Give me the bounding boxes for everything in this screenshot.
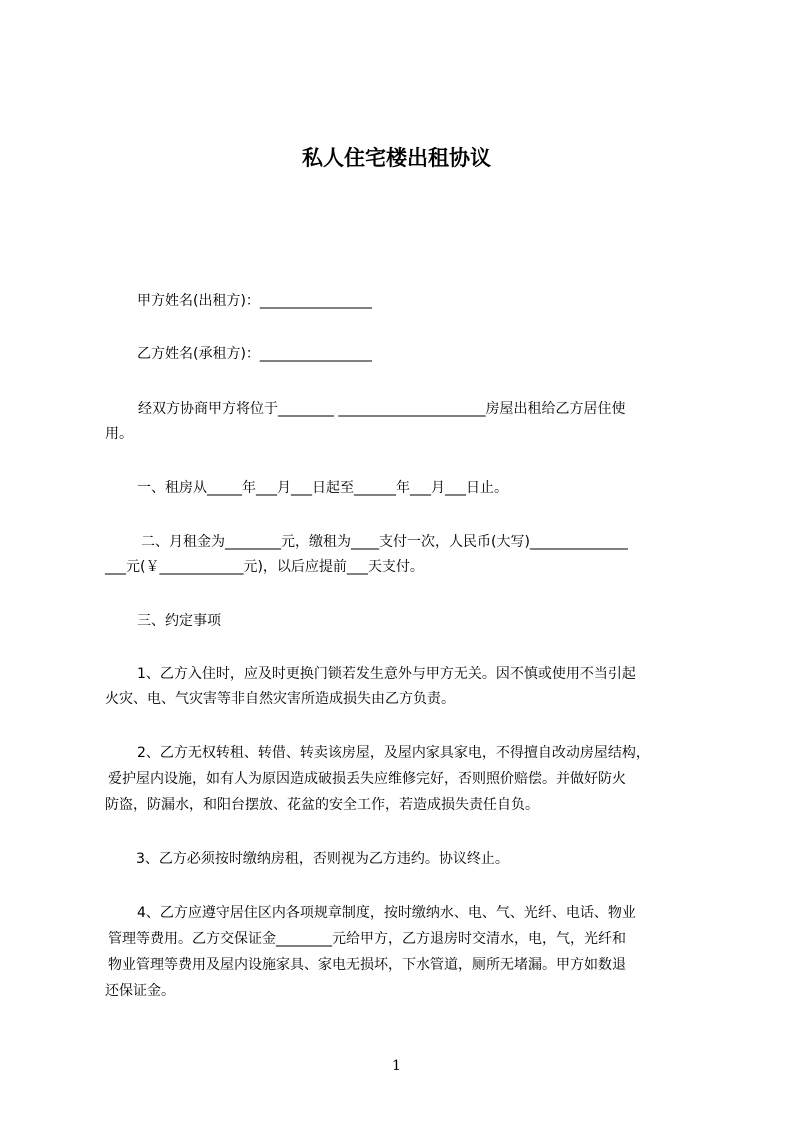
page-number: 1: [392, 1058, 401, 1074]
party-b-name-line: 乙方姓名(承租方)：________________: [137, 346, 372, 362]
party-a-name-line: 甲方姓名(出租方)：________________: [137, 293, 372, 309]
item-2-line-1: 2、乙方无权转租、转借、转卖该房屋，及屋内家具家电，不得擅自改动房屋结构，: [137, 745, 650, 761]
intro-line-2: 用。: [105, 426, 133, 442]
clause-3-heading: 三、约定事项: [137, 613, 221, 629]
clause-2-line-1: 二、月租金为________元，缴租为____支付一次，人民币(大写)______________: [141, 534, 628, 550]
item-4-line-4: 还保证金。: [105, 983, 175, 999]
item-1-line-1: 1、乙方入住时，应及时更换门锁若发生意外与甲方无关。因不慎或使用不当引起: [137, 666, 636, 682]
document-title: 私人住宅楼出租协议: [302, 146, 491, 170]
item-2-line-3: 防盗，防漏水，和阳台摆放、花盆的安全工作，若造成损失责任自负。: [105, 797, 539, 813]
item-4-line-3: 物业管理等费用及屋内设施家具、家电无损坏，下水管道，厕所无堵漏。甲方如数退: [108, 957, 626, 973]
item-4-line-1: 4、乙方应遵守居住区内各项规章制度，按时缴纳水、电、气、光纤、电话、物业: [137, 905, 636, 921]
item-3-line: 3、乙方必须按时缴纳房租，否则视为乙方违约。协议终止。: [136, 851, 509, 867]
item-2-line-2: 爱护屋内设施，如有人为原因造成破损丢失应维修完好，否则照价赔偿。并做好防火: [108, 771, 626, 787]
clause-2-line-2: ___元(￥____________元)，以后应提前___天支付。: [105, 559, 424, 575]
item-1-line-2: 火灾、电、气灾害等非自然灾害所造成损失由乙方负责。: [105, 691, 455, 707]
item-4-line-2: 管理等费用。乙方交保证金________元给甲方，乙方退房时交清水，电，气，光纤和: [108, 931, 626, 947]
clause-1-line: 一、租房从_____年___月___日起至______年___月___日止。: [137, 480, 508, 496]
intro-line-1: 经双方协商甲方将位于________ _____________________房屋出租给乙方居住使: [138, 401, 626, 417]
